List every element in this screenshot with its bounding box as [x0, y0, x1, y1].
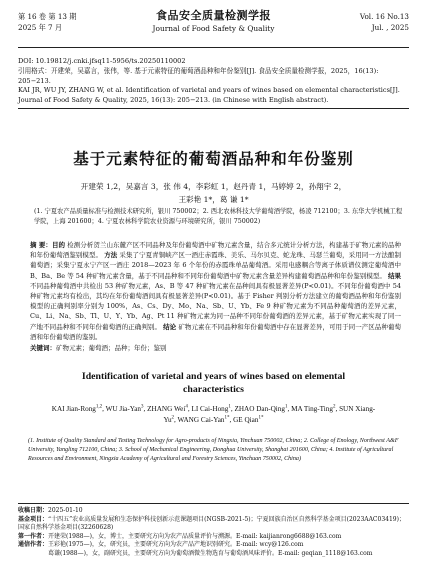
abstract-objective: 检测分析贺兰山东麓产区不同品种及年份葡萄酒中矿物元素含量，结合多元统计分析方法，构建基于矿物元素的品种和年份葡萄酒鉴别模型。: [30, 241, 402, 260]
header-rule: [18, 47, 409, 48]
citation-rule: [18, 108, 409, 109]
authors-cn-line2: 王彩艳 1*，葛 谦 1*: [178, 195, 249, 204]
journal-name-cn: 食品安全质量检测学报: [156, 9, 271, 22]
affiliations-cn: (1. 宁夏农产品质量标准与检测技术研究所，银川 750002；2. 西北农林科技大学葡萄酒学院，杨凌 712100；3. 东华大学机械工程学院，上海 201600；4. 宁夏农林科学院农业资源与环境研究所，银川 750002): [34, 208, 403, 225]
author-en-7-affil: 2: [171, 415, 175, 421]
volume-issue-cn: 第 16 卷 第 13 期: [18, 12, 77, 21]
corresponding-author-1: 王彩艳(1975—)，女，研究员，主要研究方向为农产品产地识别研究。E-mail: wcy@126.com: [48, 541, 304, 549]
corresponding-label: 通信作者：: [18, 541, 49, 549]
first-author-text: 开建荣(1988—)，女，博士，主要研究方向为农产品质量评价与溯源。E-mail: kaijianrong6688@163.com: [48, 532, 342, 540]
paper-title-cn: 基于元素特征的葡萄酒品种和年份鉴别: [73, 149, 354, 168]
author-en-7: , SUN Xiang-Yu: [163, 405, 376, 424]
abstract-result: 不同品种葡萄酒中共检出 53 种矿物元素，As、B 等 47 种矿物元素在品种间具有极显著差异(P<0.01)。不同年份葡萄酒中 54 种矿物元素均有检出，其均在年份葡萄酒间具有极显著差异(P<0.01)。基于 Fisher 判别分析方法建立的葡萄酒品种和年份鉴别模型的正确判别率分别为 100%，As、Cs、Dy、Mo、Na、Sb、U、Yb、Fe 9 种矿物元素为不同品种葡萄酒的差异元素，Cu、Li、Na、Sb、Tl、U、Y、Yb、Ag、Pt 11 种矿物元素为同一品种不同年份葡萄酒的差异元素，基于矿物元素实现了同一产地不同品种和不同年份葡萄酒的正确判别。: [30, 281, 401, 331]
affiliations-en: (1. Institute of Quality Standard and Testing Technology for Agro-products of Ningxia, Yinchuan 750002, China; 2. College of Enology, Northwest A&F University, Yangling 712100, China; 3. School of Mechanical Engineering, Donghua University, Shanghai 201600, China; 4. Institute of Agricultural Resources and Environment, Ningxia Academy of Agricultural and Forestry Sciences, Yinchuan 750002, China): [28, 438, 399, 462]
author-en-6: , MA Ting-Ting: [287, 405, 333, 413]
footnote-corresponding-2: [18, 550, 409, 559]
author-en-5: , ZHAO Dan-Qing: [230, 405, 285, 413]
footnotes: [18, 507, 409, 559]
author-en-2: , WU Jia-Yan: [102, 405, 142, 413]
doi-line: DOI: 10.19812/j.cnki.jfsq11-5956/ts.20250110002: [18, 57, 186, 65]
header-right: [360, 11, 409, 33]
abstract-method: 采集了宁夏青铜峡产区一酒庄赤霞珠、美乐、马尔贝克、蛇龙珠、马瑟兰葡萄，采用同一方法酿制葡萄酒；采集宁夏永宁产区一酒庄 2018—2023 年 6 个年份的赤霞珠单品葡萄酒。采用电感耦合等离子体质谱仪测定葡萄酒中 B、Ba、Be 等 54 种矿物元素含量，基于不同品种和不同年份葡萄酒中矿物元素含量差异构建葡萄酒品种和年份鉴别模型。: [30, 251, 402, 280]
author-en-3-affil: 4: [185, 404, 188, 410]
footnote-received: [18, 507, 409, 516]
abstract-label-conclusion: 结论: [163, 322, 177, 331]
fund-label: 基金项目：: [18, 515, 49, 523]
corresponding-author-2: 葛谦(1988—)，女，副研究员，主要研究方向为葡萄酒微生物选育与葡萄酒风味评价。E-mail: geqian_1118@163.com: [48, 549, 373, 557]
abstract-label-method: 方法: [104, 251, 118, 260]
abstract-conclusion: 矿物元素在不同品种和年份葡萄酒中存在显著差异，可用于同一产区品种葡萄酒和年份葡萄酒的鉴别。: [30, 322, 402, 341]
first-author-label: 第一作者：: [18, 532, 49, 540]
received-label: 收稿日期：: [18, 507, 49, 514]
author-en-9: , GE Qian: [229, 415, 259, 424]
received-date: 2025-01-10: [48, 507, 83, 514]
footnote-fund: [18, 516, 409, 533]
author-en-1: KAI Jian-Rong: [51, 405, 96, 413]
journal-name-en: Journal of Food Safety & Quality: [152, 24, 275, 33]
citation-cn: 引用格式：开建荣，吴嘉言，张伟，等. 基于元素特征的葡萄酒品种和年份鉴别[J]. 食品安全质量检测学报，2025，16(13): 205−213.: [18, 67, 379, 85]
authors-cn-line1: 开建荣 1,2，吴嘉言 3，张 伟 4，李彩虹 1，赵丹青 1，马婷婷 2，孙翔宇 2，: [80, 182, 347, 191]
authors-en: [50, 404, 377, 425]
author-en-2-affil: 3: [141, 404, 144, 410]
fund-text: “十四五”农业高质量发展和生态保护科技创新示范课题项目(NGSB-2021-5)；宁夏回族自治区自然科学基金项目(2023AAC03419)；国家自然科学基金项目(32260628): [18, 515, 405, 532]
author-en-1-affil: 1,2: [95, 404, 103, 410]
keywords-label: 关键词：: [30, 344, 56, 352]
keywords-cn: [30, 343, 401, 353]
author-en-8: , WANG Cai-Yan: [174, 415, 225, 424]
author-en-9-affil: 1*: [258, 415, 264, 421]
journal-header: [18, 9, 409, 45]
author-en-4: , LI Cai-Hong: [187, 405, 229, 413]
date-en: Jul. , 2025: [371, 23, 409, 32]
volume-issue-en: Vol. 16 No.13: [359, 12, 409, 21]
author-en-3: , ZHANG Wei: [143, 405, 186, 413]
citation-en: KAI JR, WU JY, ZHANG W, et al. Identification of varietal and years of wines based on elemental characteristics[J]. Journal of Food Safety & Quality, 2025, 16(13): 205−213. (in Chinese with English abstract).: [18, 86, 400, 104]
abstract-label-objective: 摘 要：目的: [30, 241, 66, 249]
abstract-label-result: 结果: [387, 271, 402, 280]
author-en-8-affil: 1*: [224, 415, 230, 421]
footnote-corresponding: [18, 541, 409, 550]
authors-cn: [40, 180, 387, 206]
author-en-6-affil: 2: [332, 404, 336, 410]
keywords-text: 矿物元素；葡萄酒；品种；年份；鉴别: [56, 344, 167, 352]
date-cn: 2025 年 7 月: [18, 23, 63, 32]
author-en-4-affil: 1: [228, 404, 231, 410]
author-en-5-affil: 1: [284, 404, 288, 410]
abstract-cn: [30, 240, 401, 342]
footer-rule: [18, 503, 409, 504]
paper-title-en: Identification of varietal and years of wines based on elemental characteristics: [81, 371, 346, 395]
header-center: [18, 9, 409, 34]
